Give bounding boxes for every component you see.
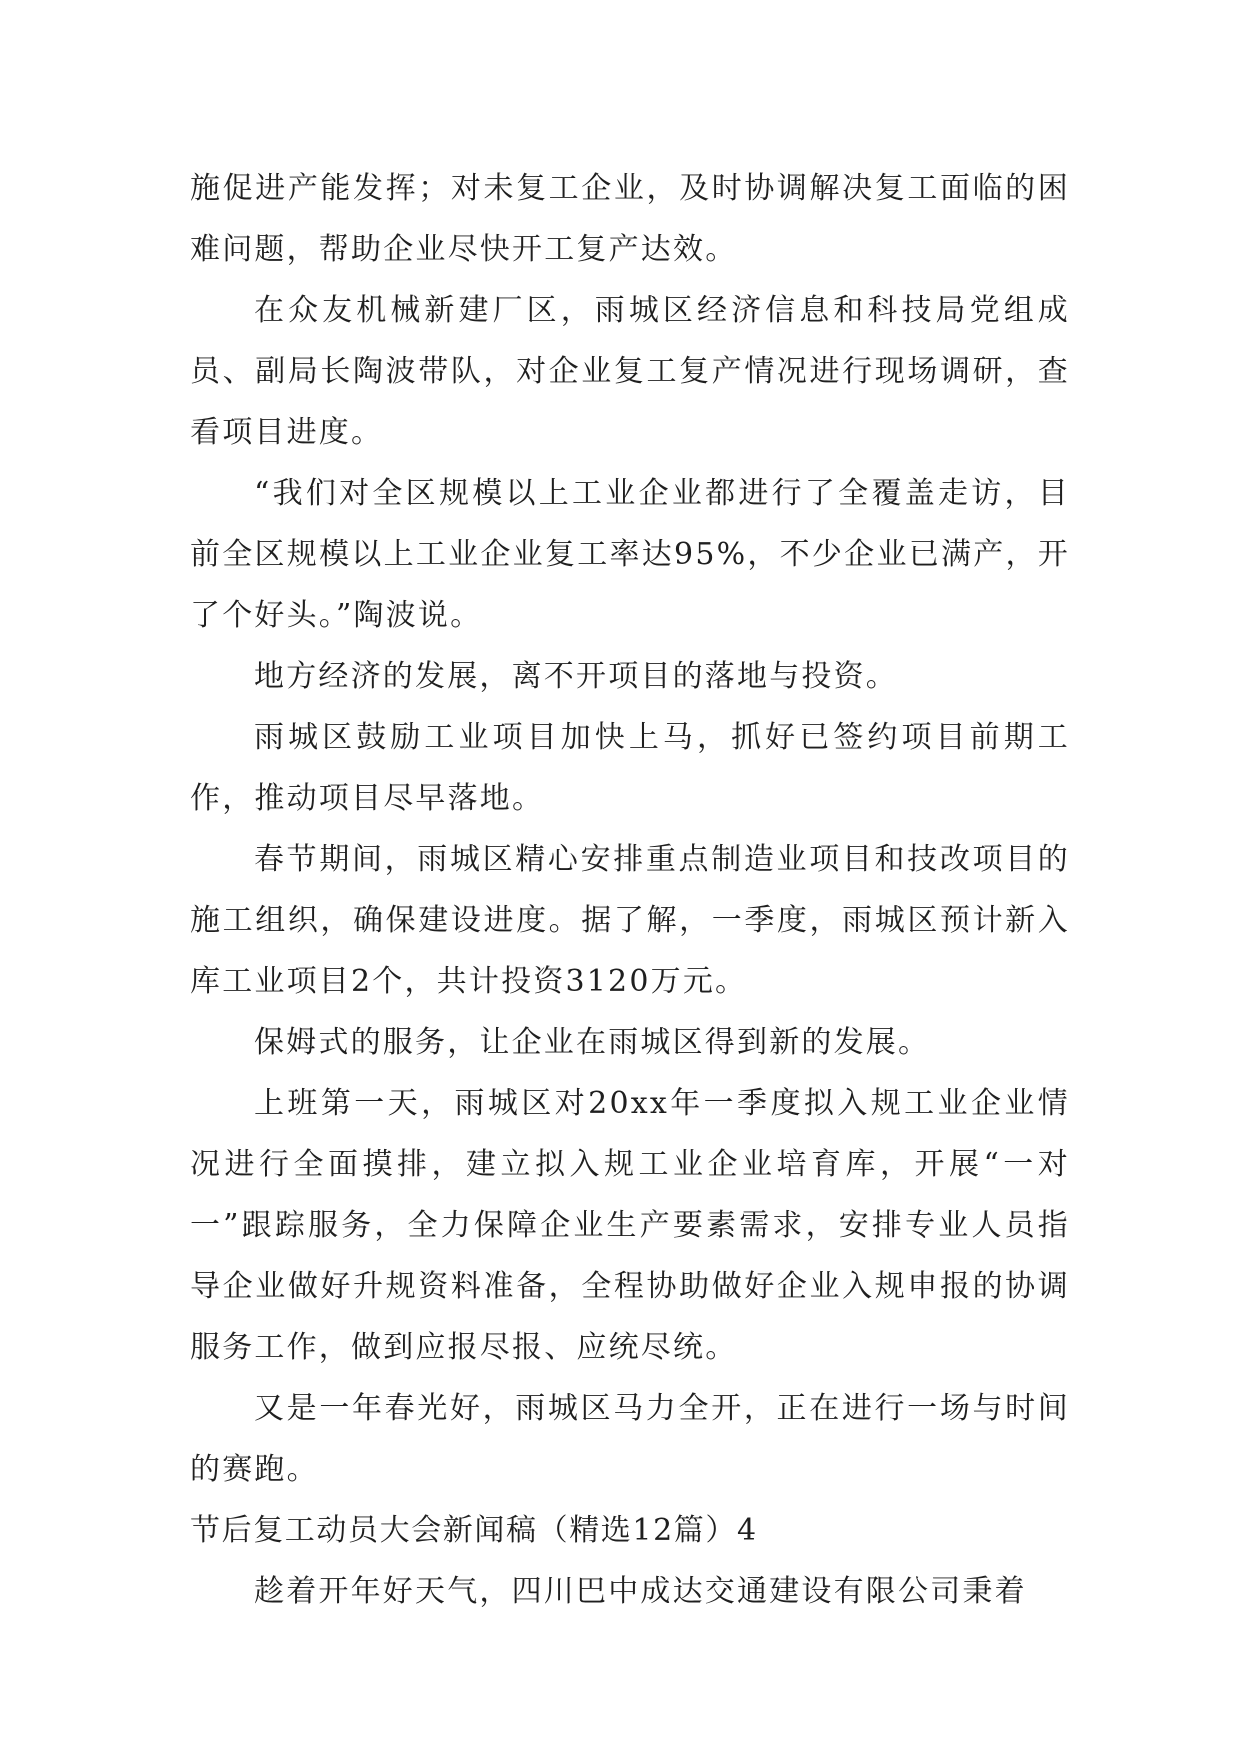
paragraph-site-visit: 在众友机械新建厂区，雨城区经济信息和科技局党组成员、副局长陶波带队，对企业复工复产情况进行现场调研，查看项目进度。 [190,293,1070,450]
paragraph-service: 保姆式的服务，让企业在雨城区得到新的发展。 [254,1025,931,1060]
paragraph-projects: 雨城区鼓励工业项目加快上马，抓好已签约项目前期工作，推动项目尽早落地。 [190,720,1070,816]
paragraph-economy: 地方经济的发展，离不开项目的落地与投资。 [254,659,898,694]
paragraph-quote: “我们对全区规模以上工业企业都进行了全覆盖走访，目前全区规模以上工业企业复工率达95%，不少企业已满产，开了个好头。”陶波说。 [190,476,1070,633]
section-heading: 节后复工动员大会新闻稿（精选12篇）4 [190,1513,758,1548]
paragraph-spring-festival: 春节期间，雨城区精心安排重点制造业项目和技改项目的施工组织，确保建设进度。据了解，一季度，雨城区预计新入库工业项目2个，共计投资3120万元。 [190,842,1070,999]
paragraph-next-article: 趁着开年好天气，四川巴中成达交通建设有限公司秉着 [254,1574,1027,1609]
paragraph-first-day: 上班第一天，雨城区对20xx年一季度拟入规工业企业情况进行全面摸排，建立拟入规工业企业培育库，开展“一对一”跟踪服务，全力保障企业生产要素需求，安排专业人员指导企业做好升规资料准备，全程协助做好企业入规申报的协调服务工作，做到应报尽报、应统尽统。 [190,1086,1070,1365]
document-body [190,158,1070,1622]
paragraph-spring: 又是一年春光好，雨城区马力全开，正在进行一场与时间的赛跑。 [190,1391,1070,1487]
paragraph-continuation: 施促进产能发挥；对未复工企业，及时协调解决复工面临的困难问题，帮助企业尽快开工复产达效。 [190,171,1070,267]
